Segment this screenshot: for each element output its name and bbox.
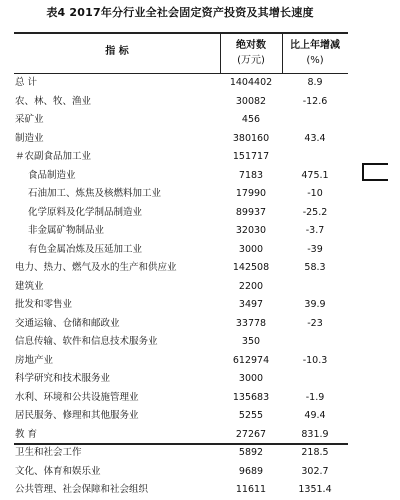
table-row	[14, 148, 348, 167]
row-growth: -39	[307, 243, 323, 255]
row-label: 教 育	[15, 428, 38, 440]
table-row	[14, 111, 348, 130]
table-row	[14, 130, 348, 149]
table-row	[14, 167, 348, 186]
row-label: 有色金属冶炼及压延加工业	[28, 243, 143, 255]
row-value: 17990	[235, 188, 267, 199]
row-label: 卫生和社会工作	[15, 447, 82, 458]
row-growth: -10.3	[302, 354, 328, 366]
row-label: 电力、热力、燃气及水的生产和供应业	[15, 262, 177, 273]
row-growth: 475.1	[301, 169, 329, 181]
row-label: 文化、体育和娱乐业	[15, 465, 101, 477]
row-value: 3000	[238, 373, 264, 384]
table-row	[14, 315, 348, 334]
row-value: 612974	[232, 354, 270, 366]
row-label: 批发和零售业	[15, 299, 73, 310]
header-indicator: 指 标	[105, 46, 129, 57]
row-value: 142508	[232, 262, 270, 273]
row-label: 科学研究和技术服务业	[15, 373, 111, 384]
row-growth: -12.6	[302, 95, 328, 107]
row-growth: 831.9	[301, 428, 329, 440]
table-row	[14, 444, 348, 463]
table-row	[14, 333, 348, 352]
header-growth: 比上年增减	[290, 40, 340, 51]
row-label: 制造业	[15, 132, 44, 144]
row-value: 5892	[238, 447, 264, 458]
row-value: 380160	[232, 132, 270, 144]
top-rule	[14, 32, 348, 34]
row-growth: 49.4	[304, 410, 326, 421]
table-row	[14, 259, 348, 278]
bottom-rule	[14, 443, 348, 445]
table-row	[14, 352, 348, 371]
header-growth-unit: (%)	[306, 55, 324, 66]
row-value: 3000	[238, 243, 264, 255]
row-label: 房地产业	[15, 354, 54, 366]
table-row	[14, 370, 348, 389]
table-row	[14, 204, 348, 223]
table-row	[14, 389, 348, 408]
row-value: 350	[241, 336, 261, 347]
table-row	[14, 296, 348, 315]
row-value: 456	[241, 114, 261, 125]
row-label: 农、林、牧、渔业	[15, 95, 92, 107]
row-label: 居民服务、修理和其他服务业	[15, 410, 139, 421]
row-label: 水利、环境和公共设施管理业	[15, 391, 139, 403]
table-row	[14, 426, 348, 445]
row-label: 食品制造业	[28, 169, 76, 181]
table-row	[14, 185, 348, 204]
row-value: 30082	[235, 95, 267, 107]
table-body	[14, 74, 348, 500]
row-label: 交通运输、仓储和邮政业	[15, 317, 120, 329]
row-value: 27267	[235, 428, 267, 440]
table-row	[14, 278, 348, 297]
row-value: 135683	[232, 391, 270, 403]
row-growth: 58.3	[304, 262, 326, 273]
table-row	[14, 463, 348, 482]
table-row	[14, 407, 348, 426]
table-row	[14, 481, 348, 500]
table-row	[14, 74, 348, 93]
row-label: ＃农副食品加工业	[15, 151, 92, 162]
table-row	[14, 241, 348, 260]
row-label: 石油加工、炼焦及核燃料加工业	[28, 188, 162, 199]
row-growth: -3.7	[305, 225, 325, 236]
row-label: 采矿业	[15, 114, 44, 125]
header-absolute-unit: (万元)	[237, 55, 265, 66]
row-growth: 43.4	[304, 132, 326, 144]
row-label: 公共管理、社会保障和社会组织	[15, 484, 149, 495]
row-growth: 39.9	[304, 299, 326, 310]
row-value: 5255	[238, 410, 264, 421]
header-absolute: 绝对数	[236, 40, 266, 51]
row-label: 非金属矿物制品业	[28, 225, 105, 236]
row-growth: 8.9	[307, 77, 323, 88]
row-value: 11611	[235, 484, 267, 495]
row-growth: -25.2	[302, 206, 328, 218]
row-value: 3497	[238, 299, 264, 310]
row-growth: -10	[307, 188, 323, 199]
row-value: 1404402	[229, 77, 273, 88]
row-growth: 302.7	[301, 465, 329, 477]
row-value: 33778	[235, 317, 267, 329]
row-growth: 218.5	[301, 447, 329, 458]
row-label: 总 计	[15, 77, 38, 88]
row-value: 89937	[235, 206, 267, 218]
table-row	[14, 222, 348, 241]
row-growth: -23	[307, 317, 323, 329]
row-value: 9689	[238, 465, 264, 477]
table-title: 表4 2017年分行业全社会固定资产投资及其增长速度	[46, 6, 314, 19]
row-value: 7183	[238, 169, 264, 181]
row-value: 151717	[232, 151, 270, 162]
row-label: 信息传输、软件和信息技术服务业	[15, 336, 158, 347]
row-value: 2200	[238, 280, 264, 292]
row-label: 化学原料及化学制品制造业	[28, 206, 143, 218]
row-growth: -1.9	[305, 391, 325, 403]
row-label: 建筑业	[15, 280, 44, 292]
side-bracket-marker	[362, 163, 388, 181]
row-value: 32030	[235, 225, 267, 236]
table-row	[14, 93, 348, 112]
row-growth: 1351.4	[298, 484, 332, 495]
